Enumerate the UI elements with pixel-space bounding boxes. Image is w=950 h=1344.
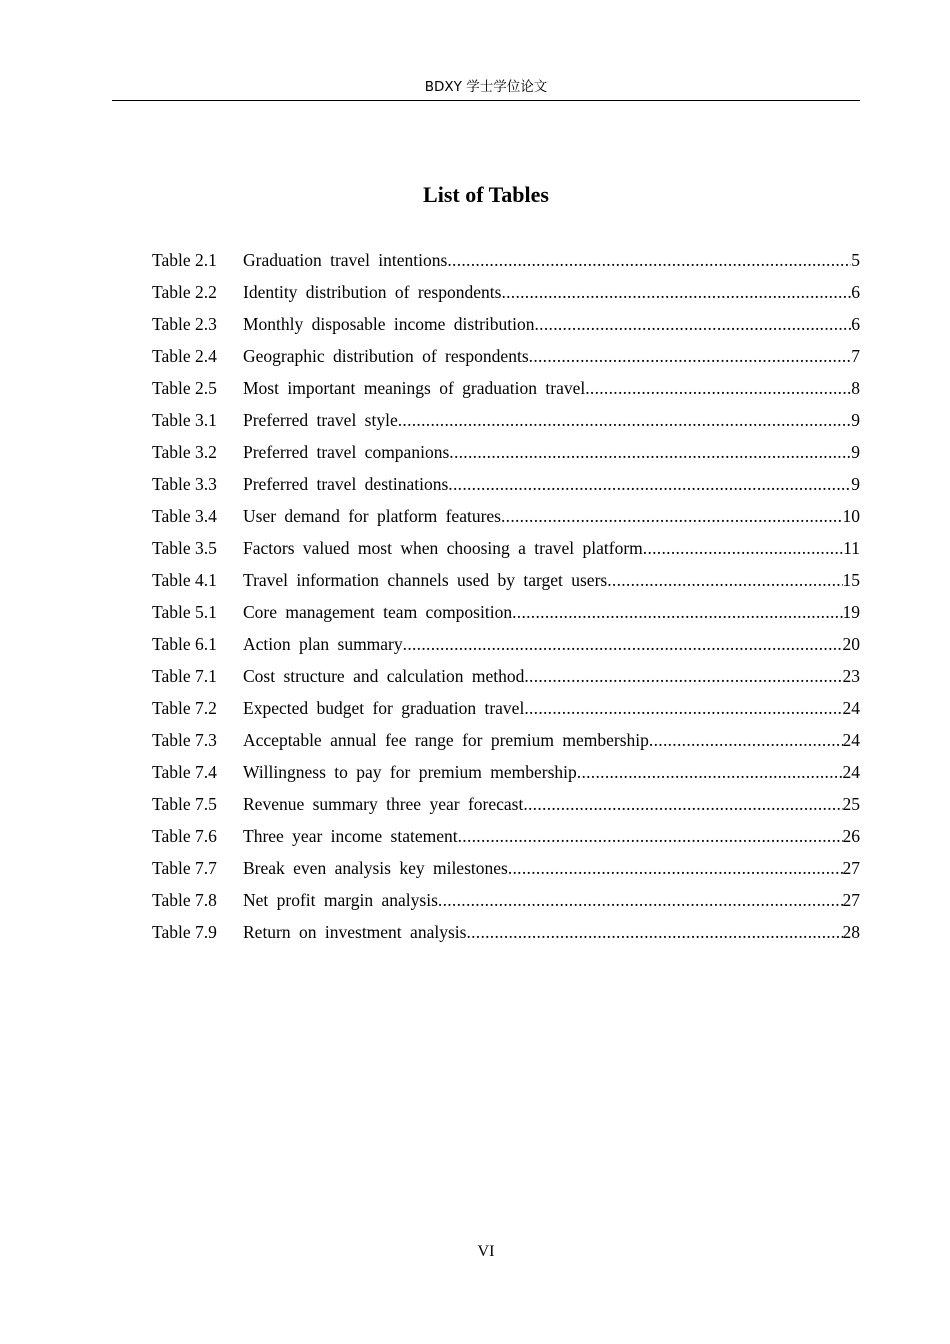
toc-entry-label: Table 2.1 xyxy=(152,250,217,270)
toc-entry-label: Table 2.4 xyxy=(152,346,217,366)
dot-leader xyxy=(448,468,851,500)
toc-entry-label: Table 2.5 xyxy=(152,378,217,398)
list-of-tables xyxy=(152,244,860,948)
toc-entry-label: Table 7.4 xyxy=(152,762,217,782)
toc-entry-page: 27 xyxy=(842,890,860,910)
dot-leader xyxy=(512,596,842,628)
toc-entry-label: Table 3.5 xyxy=(152,538,217,558)
dot-leader xyxy=(508,852,843,884)
toc-entry-label: Table 7.6 xyxy=(152,826,217,846)
toc-entry-title: User demand for platform features xyxy=(243,506,501,526)
toc-entry-page: 20 xyxy=(842,634,860,654)
toc-entry[interactable] xyxy=(152,788,860,820)
dot-leader xyxy=(458,820,843,852)
dot-leader xyxy=(501,276,851,308)
toc-entry-title: Action plan summary xyxy=(243,634,403,654)
toc-entry-page: 6 xyxy=(851,314,860,334)
toc-entry-title: Geographic distribution of respondents xyxy=(243,346,529,366)
toc-entry-page: 7 xyxy=(851,346,860,366)
toc-entry-label: Table 7.8 xyxy=(152,890,217,910)
toc-entry-label: Table 3.2 xyxy=(152,442,217,462)
toc-entry[interactable] xyxy=(152,468,860,500)
toc-entry-page: 6 xyxy=(851,282,860,302)
dot-leader xyxy=(643,532,843,564)
toc-entry-page: 8 xyxy=(851,378,860,398)
toc-entry[interactable] xyxy=(152,436,860,468)
toc-entry-page: 27 xyxy=(842,858,860,878)
toc-entry-page: 9 xyxy=(851,410,860,430)
toc-entry-title: Graduation travel intentions xyxy=(243,250,448,270)
toc-entry[interactable] xyxy=(152,884,860,916)
toc-entry-page: 9 xyxy=(851,474,860,494)
toc-entry[interactable] xyxy=(152,372,860,404)
toc-entry-page: 5 xyxy=(851,250,860,270)
toc-entry[interactable] xyxy=(152,276,860,308)
toc-entry-page: 25 xyxy=(842,794,860,814)
toc-entry-title: Cost structure and calculation method xyxy=(243,666,525,686)
toc-entry-label: Table 2.3 xyxy=(152,314,217,334)
toc-entry-title: Acceptable annual fee range for premium membership xyxy=(243,730,649,750)
toc-entry-title: Identity distribution of respondents xyxy=(243,282,502,302)
toc-entry-title: Monthly disposable income distribution xyxy=(243,314,535,334)
dot-leader xyxy=(524,660,842,692)
dot-leader xyxy=(501,500,843,532)
page-header: BDXY 学士学位论文 xyxy=(424,79,548,95)
toc-entry-label: Table 3.1 xyxy=(152,410,217,430)
toc-entry-label: Table 7.7 xyxy=(152,858,217,878)
toc-entry-title: Willingness to pay for premium membership xyxy=(243,762,577,782)
toc-entry[interactable] xyxy=(152,404,860,436)
toc-entry-title: Core management team composition xyxy=(243,602,513,622)
toc-entry[interactable] xyxy=(152,308,860,340)
dot-leader xyxy=(438,884,843,916)
toc-entry-label: Table 3.3 xyxy=(152,474,217,494)
toc-entry-title: Factors valued most when choosing a travel platform xyxy=(243,538,643,558)
toc-entry[interactable] xyxy=(152,820,860,852)
toc-entry-title: Break even analysis key milestones xyxy=(243,858,508,878)
toc-entry[interactable] xyxy=(152,628,860,660)
dot-leader xyxy=(447,244,851,276)
toc-entry[interactable] xyxy=(152,692,860,724)
toc-entry-page: 19 xyxy=(842,602,860,622)
toc-entry[interactable] xyxy=(152,756,860,788)
toc-entry-page: 23 xyxy=(842,666,860,686)
dot-leader xyxy=(585,372,851,404)
dot-leader xyxy=(607,564,842,596)
toc-entry[interactable] xyxy=(152,916,860,948)
toc-entry-label: Table 7.9 xyxy=(152,922,217,942)
toc-entry-label: Table 4.1 xyxy=(152,570,217,590)
toc-entry-title: Return on investment analysis xyxy=(243,922,467,942)
toc-entry[interactable] xyxy=(152,244,860,276)
toc-entry-title: Preferred travel destinations xyxy=(243,474,449,494)
dot-leader xyxy=(403,628,843,660)
dot-leader xyxy=(466,916,842,948)
toc-entry[interactable] xyxy=(152,340,860,372)
page-number: VI xyxy=(477,1243,495,1260)
dot-leader xyxy=(523,788,842,820)
toc-entry[interactable] xyxy=(152,532,860,564)
toc-entry-label: Table 2.2 xyxy=(152,282,217,302)
toc-entry[interactable] xyxy=(152,660,860,692)
toc-entry-label: Table 7.1 xyxy=(152,666,217,686)
toc-entry-label: Table 7.2 xyxy=(152,698,217,718)
toc-entry-title: Expected budget for graduation travel xyxy=(243,698,525,718)
toc-entry-title: Preferred travel companions xyxy=(243,442,450,462)
dot-leader xyxy=(398,404,852,436)
toc-entry-label: Table 3.4 xyxy=(152,506,217,526)
toc-entry-label: Table 7.5 xyxy=(152,794,217,814)
toc-entry[interactable] xyxy=(152,852,860,884)
toc-entry-label: Table 6.1 xyxy=(152,634,217,654)
toc-entry-page: 10 xyxy=(842,506,860,526)
toc-entry-label: Table 5.1 xyxy=(152,602,217,622)
toc-entry-page: 28 xyxy=(842,922,860,942)
dot-leader xyxy=(524,692,842,724)
toc-entry[interactable] xyxy=(152,724,860,756)
toc-entry[interactable] xyxy=(152,500,860,532)
toc-entry-title: Revenue summary three year forecast xyxy=(243,794,524,814)
toc-entry-label: Table 7.3 xyxy=(152,730,217,750)
dot-leader xyxy=(529,340,852,372)
toc-entry-title: Preferred travel style xyxy=(243,410,398,430)
toc-entry-page: 24 xyxy=(842,762,860,782)
dot-leader xyxy=(449,436,851,468)
header-rule xyxy=(112,100,860,101)
toc-entry-title: Travel information channels used by target users xyxy=(243,570,608,590)
dot-leader xyxy=(649,724,843,756)
toc-entry-page: 24 xyxy=(842,730,860,750)
toc-entry-title: Three year income statement xyxy=(243,826,458,846)
toc-entry-page: 11 xyxy=(843,538,860,558)
toc-entry-page: 9 xyxy=(851,442,860,462)
toc-entry[interactable] xyxy=(152,564,860,596)
toc-entry-title: Net profit margin analysis xyxy=(243,890,438,910)
toc-entry[interactable] xyxy=(152,596,860,628)
dot-leader xyxy=(535,308,852,340)
toc-entry-page: 26 xyxy=(842,826,860,846)
toc-entry-title: Most important meanings of graduation travel xyxy=(243,378,586,398)
page-title: List of Tables xyxy=(423,182,549,207)
toc-entry-page: 15 xyxy=(842,570,860,590)
toc-entry-page: 24 xyxy=(842,698,860,718)
dot-leader xyxy=(577,756,843,788)
